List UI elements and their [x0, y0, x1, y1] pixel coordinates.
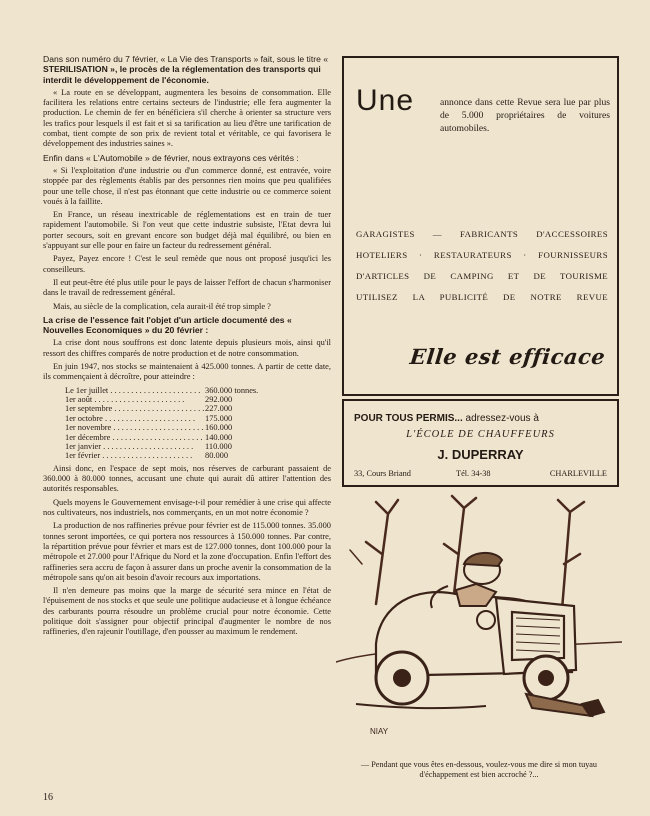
stock-month: Le 1er juillet . . . — [65, 386, 205, 395]
stock-month: 1er août . . . — [65, 395, 205, 404]
school-address: 33, Cours Briand — [354, 469, 411, 478]
table-row — [65, 414, 305, 423]
cartoon-signature: NIAY — [370, 727, 389, 736]
stock-value: 175.000 — [205, 413, 233, 423]
driving-school-advertisement — [342, 399, 619, 487]
quote-route: « La route en se développant, augmentera les besoins de consommation. Elle facilitera les relations entre certains secteurs de l'industrie; elle fera augmenter la production. Le chemin de fer en bénéficiera s'il cherche à orienter sa structure vers les trafics pour lesquels il est fait et si sa tarification au lieu d'être une tarification de combat, tient compte de son prix de revient total et véritable, ce qui favorisera le développement des industries saines ». — [43, 87, 331, 149]
article-column — [43, 54, 331, 641]
ad-trade-line: D'ARTICLES DE CAMPING ET DE TOURISME — [356, 271, 608, 281]
stock-value: 160.000 — [205, 423, 233, 433]
permis-line — [354, 413, 539, 424]
ad-trade-line: HOTELIERS · RESTAURATEURS · FOURNISSEURS — [356, 250, 608, 260]
stock-month: 1er décembre . . . — [65, 433, 205, 442]
stock-value: 292.000 — [205, 395, 233, 405]
lead1-prefix: Dans son numéro du 7 février, « La Vie des Transports » fait, sous le titre « — [43, 54, 329, 64]
lead3-text: La crise de l'essence fait l'objet d'un article documenté des « Nouvelles Economiques » du 20 février : — [43, 314, 292, 336]
table-row — [65, 404, 305, 413]
paragraph-stocks: En juin 1947, nos stocks se maintenaient à 425.000 tonnes. A partir de cette date, ils commençaient à décroître, pour atteindre : — [43, 362, 331, 382]
paragraph-reserves: Ainsi donc, en l'espace de sept mois, nos réserves de carburant passaient de 360.000 à 80.000 tonnes, accusant une chute qui aurait dû attirer l'attention des autorités responsables. — [43, 463, 331, 494]
lead1-title: STERILISATION — [43, 64, 108, 75]
lead1-suffix: », le procès de la réglementation des transports qui interdit le développement de l'économie. — [43, 64, 321, 85]
ad-trades-list — [356, 224, 608, 308]
ad-slogan: Elle est efficace — [408, 344, 607, 369]
permis-bold: POUR TOUS PERMIS... — [354, 413, 463, 424]
intro-automobile: Enfin dans « L'Automobile » de février, nous extrayons ces vérités : — [43, 152, 299, 163]
permis-rest: adressez-vous à — [462, 413, 539, 424]
school-name: L'ÉCOLE DE CHAUFFEURS — [406, 429, 555, 440]
stock-month: 1er novembre . . . — [65, 423, 205, 432]
table-row — [65, 442, 305, 451]
intro-vie-des-transports — [43, 54, 331, 85]
stock-value: 80.000 — [205, 451, 229, 461]
paragraph-crise: La crise dont nous souffrons est donc latente depuis plusieurs mois, ainsi qu'il ressort des chiffres comparés de notre production et de notre consommation. — [43, 338, 331, 358]
stock-value: 110.000 — [205, 442, 232, 452]
table-row — [65, 433, 305, 442]
table-row — [65, 423, 305, 432]
stock-value: 227.000 — [205, 404, 233, 414]
paragraph-payez: Payez, Payez encore ! C'est le seul remède que nous ont proposé jusqu'ici les conseilleurs. — [43, 254, 331, 274]
quote-exploitation: « Si l'exploitation d'une industrie ou d'un commerce donné, est entravée, voire stoppée par des règlements établis par des personnes rien moins que peu qualifiées pour une telle chose, il n'est pas étonnant que cette industrie ou ce commerce soient voués à la faillite. — [43, 165, 331, 206]
paragraph-production: La production de nos raffineries prévue pour février est de 115.000 tonnes. 35.000 tonnes seront importées, ce qui portera nos ressources à 150.000 tonnes. Par contre, la répartition prévue pour février et mars est de 127.000 tonnes, dont 100.000 pour la métropole et 27.000 pour l'Afrique du Nord et la zone d'occupation. Enfin l'effort des raffineries sera accru de façon à assurer dans un proche avenir la consommation de la métropole sans qu'on ait besoin d'avoir recours aux importations. — [43, 521, 331, 582]
table-row — [65, 395, 305, 404]
car-cartoon-illustration — [336, 494, 622, 758]
ad-trade-line: UTILISEZ LA PUBLICITÉ DE NOTRE REVUE — [356, 292, 608, 302]
page-number: 16 — [43, 792, 53, 803]
ad-annonce-text: annonce dans cette Revue sera lue par plus de 5.000 propriétaires de voitures automobiles. — [440, 97, 610, 134]
revue-advertisement — [342, 56, 619, 396]
table-row — [65, 386, 305, 395]
intro-crise-essence — [43, 315, 331, 336]
paragraph-effort: Il eut peut-être été plus utile pour le pays de laisser l'effort de chacun s'harmoniser dans le travail de redressement général. — [43, 277, 331, 298]
stock-value: 360.000 tonnes. — [205, 385, 259, 395]
ad-une-heading: Une — [356, 84, 415, 117]
stock-month: 1er janvier . . . — [65, 442, 205, 451]
table-row — [65, 451, 305, 460]
school-phone: Tél. 34-38 — [456, 469, 491, 478]
stock-month: 1er septembre . . . — [65, 404, 205, 413]
stock-month: 1er octobre . . . — [65, 414, 205, 423]
paragraph-securite: Il n'en demeure pas moins que la marge de sécurité sera mince en l'état de l'épuisement de nos stocks et que seule une politique audacieuse et à longue échéance des carburants pourra résoudre un problème crucial pour notre économie. Cette politique doit s'assigner pour objectif principal d'augmenter le nombre de nos raffineries, d'en rajeunir l'outillage, d'en pousser au maximum le rendement. — [43, 586, 331, 637]
stock-table — [65, 386, 331, 461]
paragraph-complication: Mais, au siècle de la complication, cela aurait-il été trop simple ? — [53, 301, 271, 311]
school-city: CHARLEVILLE — [549, 469, 607, 478]
cartoon-caption: — Pendant que vous êtes en-dessous, voulez-vous me dire si mon tuyau d'échappement est bien accroché ?... — [360, 760, 598, 779]
stock-month: 1er février . . . — [65, 451, 205, 460]
stock-value: 140.000 — [205, 432, 233, 442]
ad-trade-line: GARAGISTES — FABRICANTS D'ACCESSOIRES — [356, 229, 608, 239]
paragraph-france: En France, un réseau inextricable de réglementations est en train de tuer rapidement l'automobile. Si l'on veut que cette industrie subsiste, l'Etat devra lui porter secours, soit en grevant encore son budget déjà mal équilibré, ou bien en s'appuyant sur elle pour en faire un facteur du redressement général. — [43, 210, 331, 251]
owner-name: J. DUPERRAY — [437, 447, 524, 462]
paragraph-gouvernement: Quels moyens le Gouvernement envisage-t-il pour remédier à une crise qui affecte nos cultivateurs, nos industriels, nos commerçants, en un mot notre économie ? — [43, 497, 331, 518]
